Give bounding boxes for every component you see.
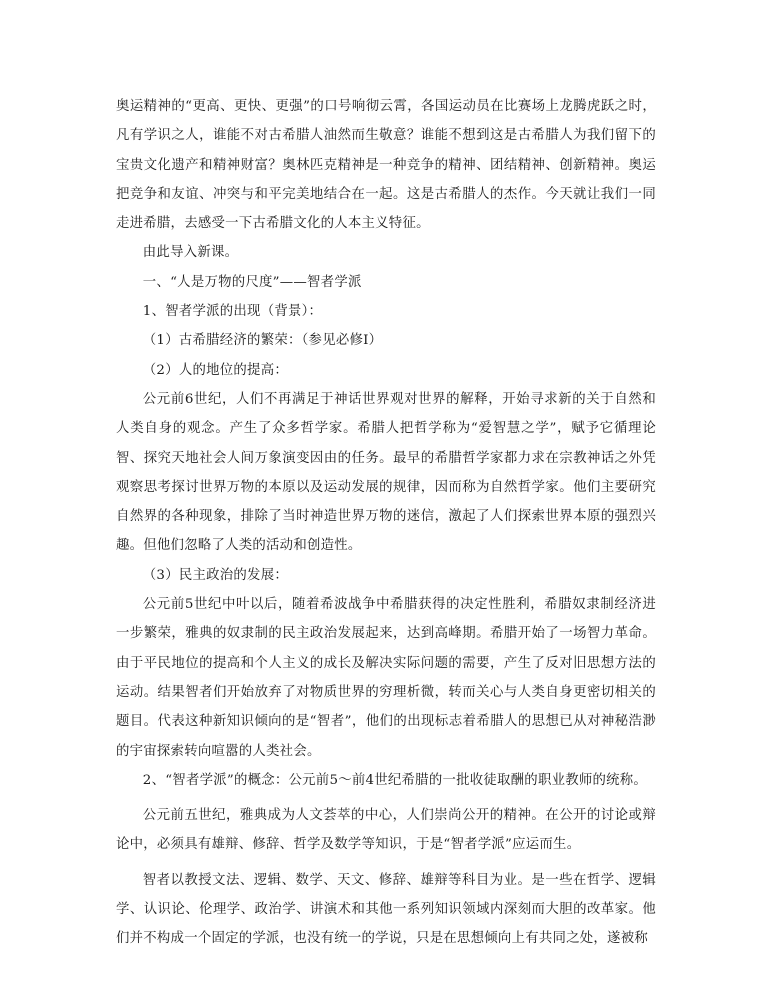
document-body (116, 92, 656, 954)
paragraph-lead-in: 由此导入新课。 (142, 245, 239, 261)
paragraph-sophist-teaching: 智者以教授文法、逻辑、数学、天文、修辞、雄辩等科目为业。是一些在哲学、逻辑学、认识论、伦理学、政治学、讲演术和其他一系列知识领域内深刻而大胆的改革家。他们并不构成一个固定的学派，也没有统一的学说，只是在思想倾向上有共同之处，遂被称 (116, 872, 656, 947)
subheading-background: 1、智者学派的出现（背景）： (142, 304, 323, 320)
paragraph-athens: 公元前五世纪，雅典成为人文荟萃的中心，人们崇尚公开的精神。在公开的讨论或辩论中，必须具有雄辩、修辞、哲学及数学等知识，于是“智者学派”应运而生。 (116, 808, 656, 853)
section-heading-sophists: 一、“人是万物的尺度”——智者学派 (142, 274, 362, 290)
paragraph-intro: 奥运精神的“更高、更快、更强”的口号响彻云霄，各国运动员在比赛场上龙腾虎跃之时，凡有学识之人，谁能不对古希腊人油然而生敬意？谁能不想到这是古希腊人为我们留下的宝贵文化遗产和精神财富？奥林匹克精神是一种竞争的精神、团结精神、创新精神。奥运把竞争和友谊、冲突与和平完美地结合在一起。这是古希腊人的杰作。今天就让我们一同走进希腊，去感受一下古希腊文化的人本主义特征。 (116, 99, 656, 232)
paragraph-philosophy: 公元前6世纪，人们不再满足于神话世界观对世界的解释，开始寻求新的关于自然和人类自身的观念。产生了众多哲学家。希腊人把哲学称为“爱智慧之学”，赋予它循理论智、探究天地社会人间万象演变因由的任务。最早的希腊哲学家都力求在宗教神话之外凭观察思考探讨世界万物的本原以及运动发展的规律，因而称为自然哲学家。他们主要研究自然界的各种现象，排除了当时神造世界万物的迷信，激起了人们探索世界本原的强烈兴趣。但他们忽略了人类的活动和创造性。 (116, 391, 656, 554)
point-economy: （1）古希腊经济的繁荣：（参见必修Ⅰ） (142, 333, 383, 349)
paragraph-democracy: 公元前5世纪中叶以后，随着希波战争中希腊获得的决定性胜利，希腊奴隶制经济进一步繁荣，雅典的奴隶制的民主政治发展起来，达到高峰期。希腊开始了一场智力革命。由于平民地位的提高和个人主义的成长及解决实际问题的需要，产生了反对旧思想方法的运动。结果智者们开始放弃了对物质世界的穷理析微，转而关心与人类自身更密切相关的题目。代表这种新知识倾向的是“智者”，他们的出现标志着希腊人的思想已从对神秘浩渺的宇宙探索转向喧嚣的人类社会。 (116, 597, 656, 759)
subheading-definition: 2、“智者学派”的概念：公元前5～前4世纪希腊的一批收徒取酬的职业教师的统称。 (142, 772, 648, 788)
point-human-status: （2）人的地位的提高： (142, 362, 288, 378)
point-democracy: （3）民主政治的发展： (142, 567, 288, 583)
